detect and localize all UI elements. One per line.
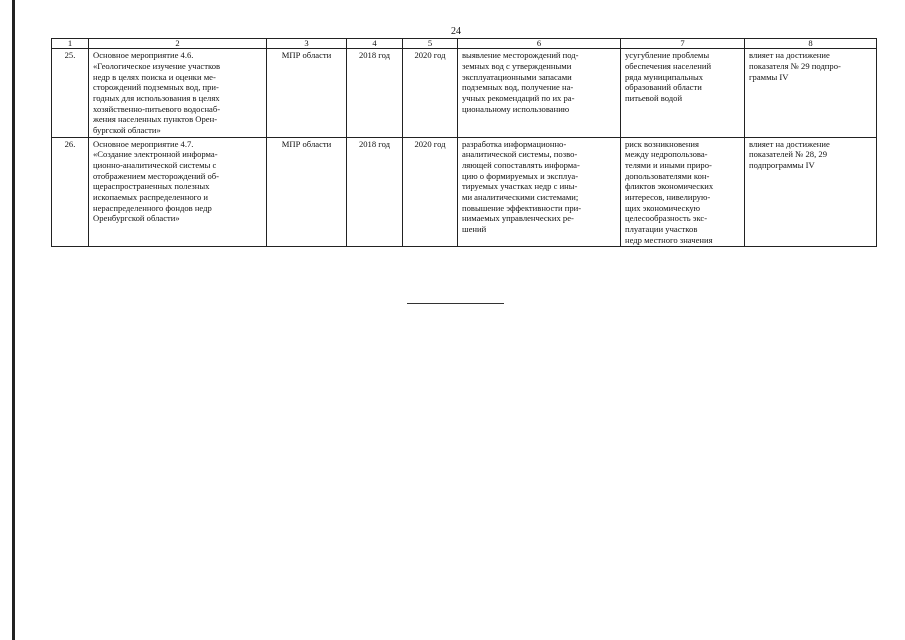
expected-result: выявление месторождений под- земных вод с утвержденными эксплуатационными запасами подземных вод, получение на- учных рекомендаций по их ра- циональному использованию (458, 49, 621, 137)
column-number: 6 (458, 39, 621, 49)
event-name: Основное мероприятие 4.6. «Геологическое изучение участков недр в целях поиска и оценки ме- сторождений подземных вод, при- годных для использования в целях хозяйственно-питьевого водоснаб- жения населенных пунктов Орен- бургской области» (89, 49, 267, 137)
page-number: 24 (451, 26, 461, 37)
column-number: 1 (52, 39, 89, 49)
column-number-row (52, 39, 877, 49)
end-year: 2020 год (403, 137, 458, 247)
expected-result: разработка информационно- аналитической системы, позво- ляющей сопоставлять информа- цию о формируемых и эксплуа- тируемых участках недр с ины- ми аналитическими системами; повышение эффективности при- нимаемых управленческих ре- шений (458, 137, 621, 247)
event-name: Основное мероприятие 4.7. «Создание электронной информа- ционно-аналитической системы с отображением месторождений об- щераспространенных полезных ископаемых распределенного и нераспределенного фондов недр Оренбургской области» (89, 137, 267, 247)
start-year: 2018 год (347, 137, 403, 247)
page-edge-rule (12, 0, 15, 640)
executor: МПР области (267, 49, 347, 137)
activities-table (51, 38, 877, 247)
column-number: 4 (347, 39, 403, 49)
table-row (52, 137, 877, 247)
end-of-section-rule (407, 303, 504, 304)
table-row (52, 49, 877, 137)
non-implementation-consequences: риск возникновения между недропользова- телями и иными приро- допользователями кон- фликтов экономических интересов, нивелирую- щих экономическую целесообразность экс- плуатации участков недр местного значения (621, 137, 745, 247)
row-number: 26. (52, 137, 89, 247)
column-number: 2 (89, 39, 267, 49)
column-number: 3 (267, 39, 347, 49)
column-number: 7 (621, 39, 745, 49)
column-number: 8 (745, 39, 877, 49)
end-year: 2020 год (403, 49, 458, 137)
indicator-relation: влияет на достижение показателя № 29 подпро- граммы IV (745, 49, 877, 137)
executor: МПР области (267, 137, 347, 247)
column-number: 5 (403, 39, 458, 49)
start-year: 2018 год (347, 49, 403, 137)
non-implementation-consequences: усугубление проблемы обеспечения населений ряда муниципальных образований области питьевой водой (621, 49, 745, 137)
indicator-relation: влияет на достижение показателей № 28, 29 подпрограммы IV (745, 137, 877, 247)
row-number: 25. (52, 49, 89, 137)
